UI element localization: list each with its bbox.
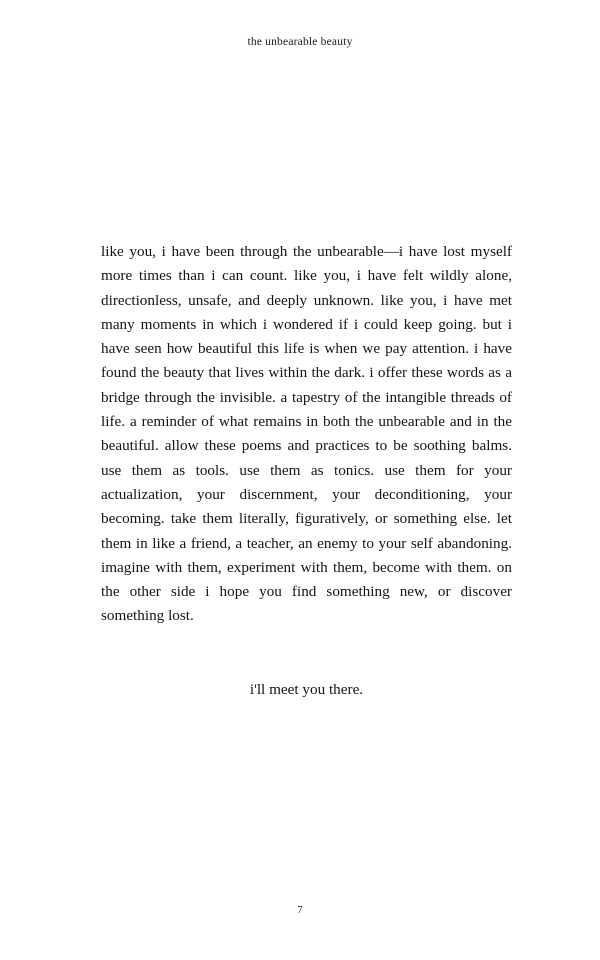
running-head: the unbearable beauty	[247, 36, 353, 48]
closing-line: i'll meet you there.	[249, 681, 364, 698]
body-text-block	[101, 240, 512, 629]
body-paragraph: like you, i have been through the unbearable—i have lost myself more times than i can count. like you, i have felt wildly alone, directionless, unsafe, and deeply unknown. like you, i have met many moments in which i wondered if i could keep going. but i have seen how beautiful this life is when we pay attention. i have found the beauty that lives within the dark. i offer these words as a bridge through the invisible. a tapestry of the intangible threads of life. a reminder of what remains in both the unbearable and in the beautiful. allow these poems and practices to be soothing balms. use them as tools. use them as tonics. use them for your actualization, your discernment, your deconditioning, your becoming. take them literally, figuratively, or something else. let them in like a friend, a teacher, an enemy to your self abandoning. imagine with them, experiment with them, become with them. on the other side i hope you find something new, or discover something lost.	[101, 243, 512, 625]
page-number: 7	[297, 905, 303, 916]
